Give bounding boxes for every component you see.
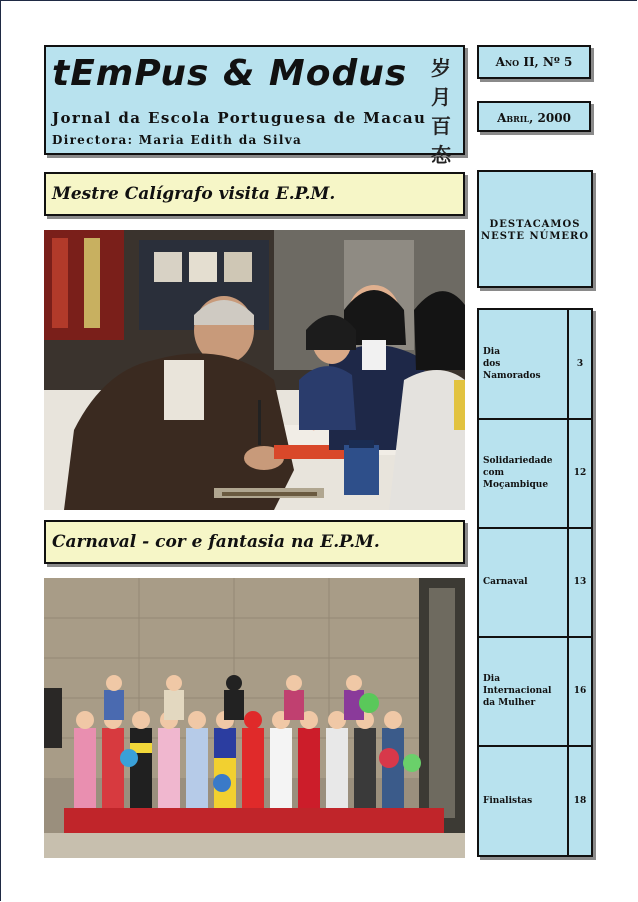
carnival-photo	[44, 578, 465, 858]
highlights-heading-box	[477, 170, 593, 288]
contents-item[interactable]	[479, 746, 591, 856]
calligrapher-photo	[44, 230, 465, 510]
contents-box	[477, 308, 593, 857]
masthead	[44, 45, 465, 167]
contents-item[interactable]	[479, 528, 591, 638]
carnival-photo-illustration	[44, 578, 465, 858]
calligrapher-photo-illustration	[44, 230, 465, 510]
contents-item-label: Dia dos Namorados	[483, 347, 541, 381]
newspaper-title: tEmPus & Modus	[52, 53, 408, 94]
headline-text: Mestre Calígrafo visita E.P.M.	[52, 184, 336, 204]
contents-item-label: Carnaval	[483, 577, 528, 587]
issue-date: Abril, 2000	[497, 111, 571, 125]
contents-item-label: Solidariedade com Moçambique	[483, 456, 553, 490]
contents-item[interactable]	[479, 637, 591, 747]
highlights-heading: DESTACAMOS NESTE NÚMERO	[480, 219, 590, 242]
seal-char: 月	[431, 85, 451, 109]
seal-char: 岁	[431, 56, 451, 80]
director-line: Directora: Maria Edith da Silva	[52, 133, 303, 147]
issue-number: Ano II, Nº 5	[495, 55, 573, 69]
issue-date-box	[477, 101, 591, 132]
contents-item-page: 18	[567, 746, 591, 856]
article-headline	[44, 520, 465, 564]
contents-item[interactable]	[479, 310, 591, 420]
chinese-title-seal	[427, 52, 455, 167]
contents-item-page: 16	[567, 637, 591, 745]
contents-item-label: Dia Internacional da Mulher	[483, 674, 552, 708]
headline-text: Carnaval - cor e fantasia na E.P.M.	[52, 532, 380, 552]
issue-number-box	[477, 45, 591, 79]
contents-item-page: 12	[567, 419, 591, 527]
seal-char: 态	[431, 143, 451, 167]
contents-item-label: Finalistas	[483, 796, 533, 806]
newspaper-subtitle: Jornal da Escola Portuguesa de Macau	[52, 109, 427, 127]
seal-char: 百	[431, 114, 451, 138]
contents-item-page: 13	[567, 528, 591, 636]
contents-item[interactable]	[479, 419, 591, 529]
contents-item-page: 3	[567, 310, 591, 418]
article-headline	[44, 172, 465, 216]
